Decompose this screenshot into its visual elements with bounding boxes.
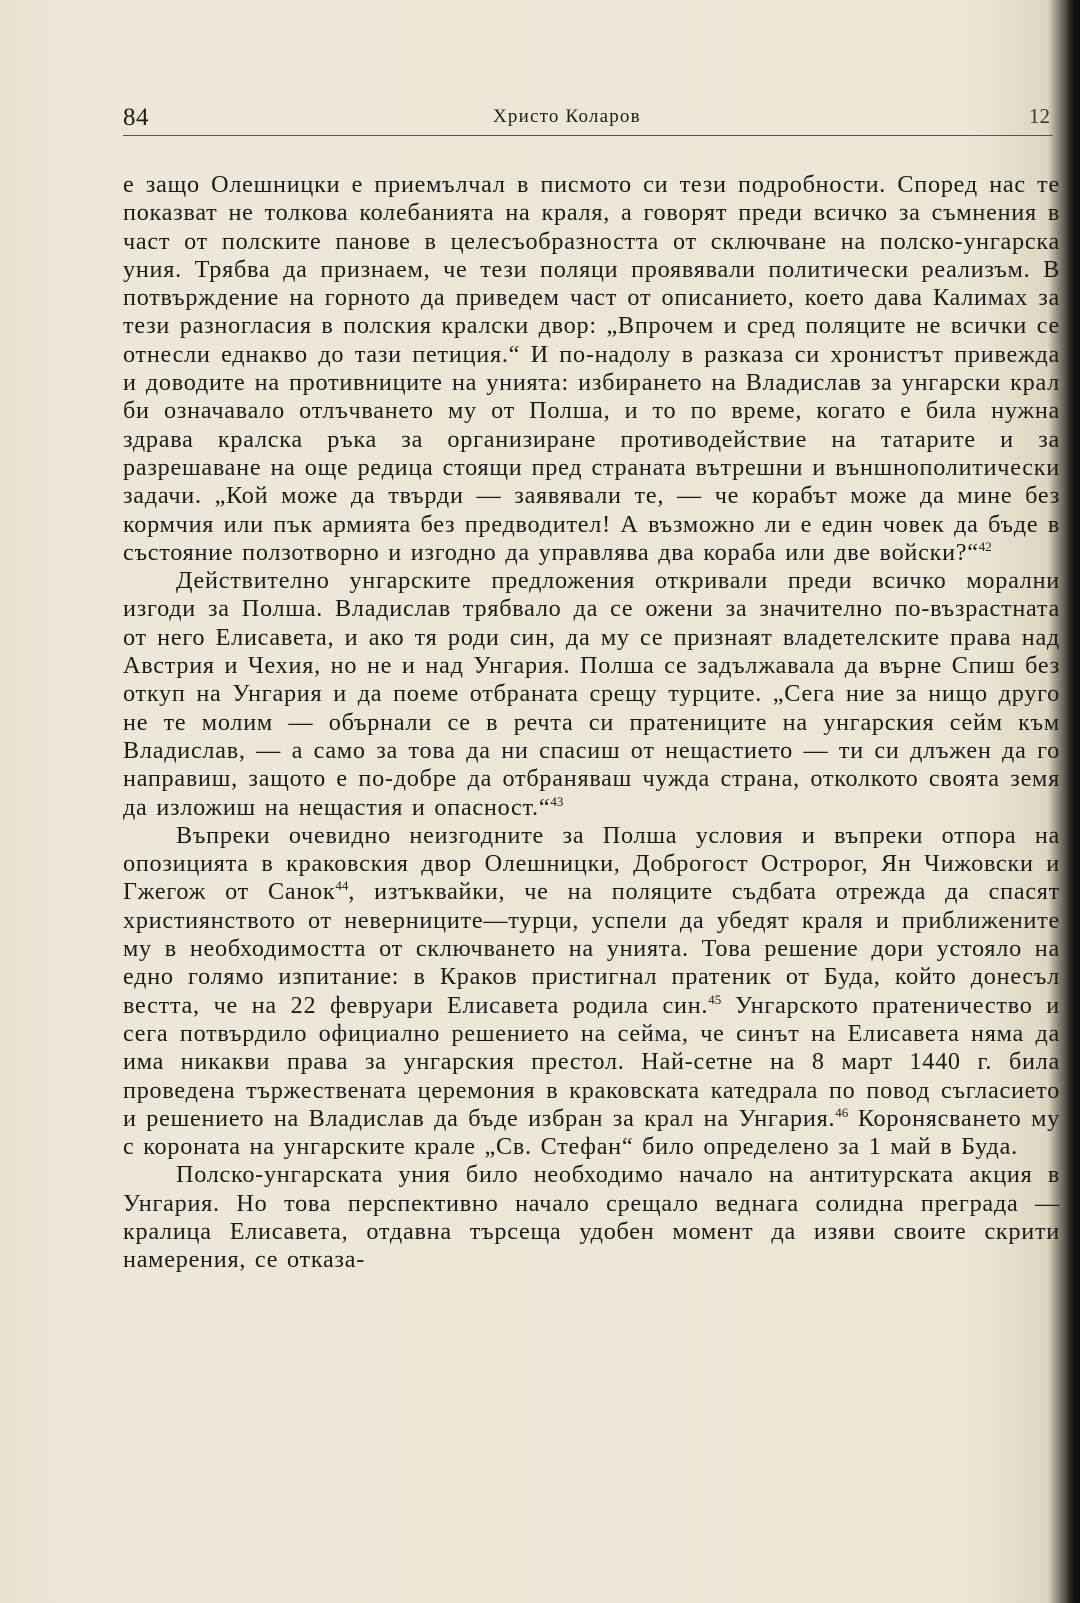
running-head: Христо Коларов <box>493 106 641 127</box>
page-edge-shadow <box>1066 0 1080 1603</box>
footnote-ref: 46 <box>835 1104 849 1120</box>
paragraph <box>123 567 1060 822</box>
paragraph-text: Въпреки очевидно неизгодните за Полша условия и въпреки отпора на опозицията в краковския двор Олешницки, Доброгост Остророг, Ян Чижовски и Гжегож от Санок <box>123 821 1060 906</box>
paragraph-text: е защо Олешницки е приемълчал в писмото си тези подробности. Според нас те показват не толкова колебанията на краля, а говорят преди всичко за съмнения в част от полските панове в целесъобразността от сключване на полско-унгарска уния. Трябва да признаем, че тези поляци проявявали политически реализъм. В потвърждение на горното да приведем част от описанието, което дава Калимах за тези разногласия в полския кралски двор: „Впрочем и сред поляците не всички се отнесли еднакво до тази петиция.“ И по-надолу в разказа си хронистът привежда и доводите на противниците на унията: избирането на Владислав за унгарски крал би означавало отлъчването му от Полша, и то по време, когато е била нужна здрава кралска ръка за организиране противодействие на татарите и за разрешаване на още редица стоящи пред страната вътрешни и външнополитически задачи. „Кой може да твърди — заявявали те, — че корабът може да мине без кормчия или пък армията без предводител! А възможно ли е един човек да бъде в състояние ползотворно и изгодно да управлява два кораба или две войски?“ <box>123 171 1060 566</box>
paragraph-text: Коронясването му с короната на унгарските крале „Св. Стефан“ било определено за 1 май в Буда. <box>123 1104 1061 1161</box>
paragraph-text: , изтъквайки, че на поляците съдбата отрежда да спасят християнството от неверниците—турци, успели да убедят краля и приближените му в необходимостта от сключването на унията. Това решение дори устояло на едно голямо изпитание: в Краков пристигнал пратеник от Буда, който донесъл вестта, че на 22 февруари Елисавета родила син. <box>123 878 1060 1019</box>
body-text <box>123 171 1060 1275</box>
footnote-ref: 42 <box>978 538 992 554</box>
page-header <box>123 98 1060 138</box>
paragraph <box>123 171 1060 567</box>
footnote-ref: 43 <box>550 793 564 809</box>
footnote-ref: 45 <box>708 991 722 1007</box>
paragraph-text: Полско-унгарската уния било необходимо начало на антитурската акция в Унгария. Но това перспективно начало срещало веднага солидна преграда — кралица Елисавета, отдавна търсеща удобен момент да изяви своите скрити намерения, се отказа- <box>123 1161 1060 1274</box>
header-rule <box>123 135 1053 136</box>
footnote-ref: 44 <box>335 878 349 894</box>
paragraph-text: Унгарското пратеничество и сега потвърдило официално решението на сейма, че синът на Елисавета няма да има никакви права за унгарския престол. Най-сетне на 8 март 1440 г. била проведена тържествената церемония в краковската катедрала по повод съгласието и решението на Владислав да бъде избран за крал на Унгария. <box>123 991 1060 1132</box>
paragraph <box>123 1161 1060 1274</box>
paragraph <box>123 822 1060 1162</box>
paragraph-text: Действително унгарските предложения откривали преди всичко морални изгоди за Полша. Владислав трябвало да се ожени за значително по-възрастната от него Елисавета, и ако тя роди син, да му се признаят владетелските права над Австрия и Чехия, но не и над Унгария. Полша се задължавала да върне Спиш без откуп на Унгария и да поеме отбраната срещу турците. „Сега ние за нищо друго не те молим — обърнали се в речта си пратениците на унгарския сейм към Владислав, — а само за това да ни спасиш от нещастието — ти си длъжен да го направиш, защото е по-добре да отбраняваш чужда страна, отколкото своята земя да изложиш на нещастия и опасност.“ <box>123 567 1060 821</box>
margin-mark: 12 <box>1029 104 1050 128</box>
page-number: 84 <box>123 104 149 131</box>
